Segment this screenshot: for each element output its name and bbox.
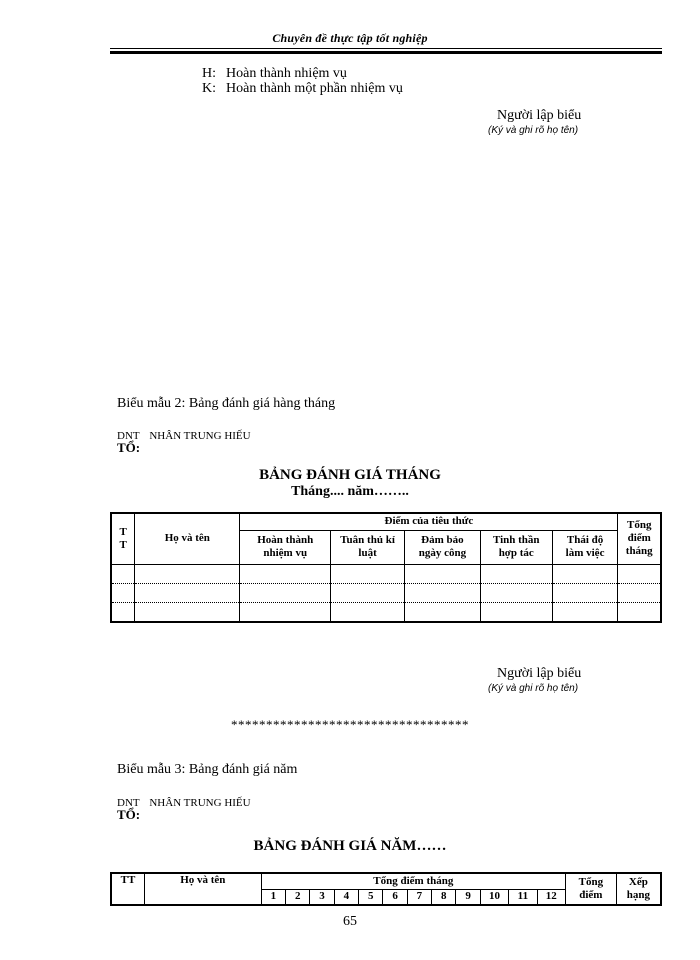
page-header-title: Chuyên đề thực tập tốt nghiệp xyxy=(272,31,428,45)
col-header-criterion: Tinh thần hợp tác xyxy=(480,530,552,564)
signer-title: Người lập biểu xyxy=(497,108,582,123)
col-header-month: 6 xyxy=(383,889,407,905)
col-header-month: 1 xyxy=(261,889,285,905)
col-header-month: 12 xyxy=(537,889,565,905)
form3-title: Biểu mẫu 3: Bảng đánh giá năm xyxy=(117,762,298,777)
form3-table-title: BẢNG ĐÁNH GIÁ NĂM…… xyxy=(253,838,447,854)
monthly-evaluation-table xyxy=(110,512,662,623)
legend-text: Hoàn thành nhiệm vụ xyxy=(226,66,347,81)
annual-evaluation-table xyxy=(110,872,662,906)
table-row xyxy=(111,583,661,602)
star-separator: ********************************** xyxy=(231,717,469,732)
header-rule-thick xyxy=(110,51,662,54)
dn-label: DNT xyxy=(117,797,140,809)
legend-text: Hoàn thành một phần nhiệm vụ xyxy=(226,81,403,96)
to-label: TỔ: xyxy=(117,807,141,822)
col-header-month: 9 xyxy=(456,889,480,905)
col-header-criterion: Hoàn thành nhiệm vụ xyxy=(240,530,331,564)
col-header-tt: TT xyxy=(111,513,135,564)
dn-label: DNT xyxy=(117,430,140,442)
col-header-month: 5 xyxy=(359,889,383,905)
col-header-group: Tổng điểm tháng xyxy=(261,873,565,889)
signer-title: Người lập biểu xyxy=(497,666,582,681)
col-header-month: 7 xyxy=(407,889,431,905)
col-header-criteria-group: Điểm của tiêu thức xyxy=(240,513,618,530)
col-header-criterion: Đảm bảo ngày công xyxy=(404,530,480,564)
col-header-name: Họ và tên xyxy=(135,513,240,564)
table-row xyxy=(111,564,661,583)
legend-item-k xyxy=(202,81,403,97)
col-header-criterion: Thái độ làm việc xyxy=(552,530,618,564)
col-header-month: 8 xyxy=(432,889,456,905)
dn-value: NHÂN TRUNG HIẾU xyxy=(149,430,251,442)
form2-table-subtitle: Tháng.... năm…….. xyxy=(291,484,409,499)
form2-to-line xyxy=(117,441,140,454)
col-header-tt: TT xyxy=(111,873,144,905)
form2-title: Biểu mẫu 2: Bảng đánh giá hàng tháng xyxy=(117,396,336,411)
form3-to-line xyxy=(117,808,140,821)
signer-note: (Ký và ghi rõ họ tên) xyxy=(488,125,579,136)
header-rule xyxy=(110,48,662,49)
col-header-month: 11 xyxy=(509,889,537,905)
legend-key: K: xyxy=(202,81,216,96)
col-header-month: 4 xyxy=(334,889,358,905)
page-number: 65 xyxy=(343,914,357,929)
col-header-month: 3 xyxy=(310,889,334,905)
col-header-name: Họ và tên xyxy=(144,873,261,905)
col-header-total: Tổng điểm xyxy=(565,873,616,905)
signer-note: (Ký và ghi rõ họ tên) xyxy=(488,683,579,694)
legend-key: H: xyxy=(202,66,216,81)
table-row xyxy=(111,602,661,622)
form2-table-title: BẢNG ĐÁNH GIÁ THÁNG xyxy=(259,467,441,483)
col-header-total: Tổng điểm tháng xyxy=(618,513,661,564)
legend-item-h xyxy=(202,66,347,82)
to-label: TỔ: xyxy=(117,440,141,455)
col-header-rank: Xếp hạng xyxy=(616,873,661,905)
col-header-month: 10 xyxy=(480,889,508,905)
col-header-criterion: Tuân thủ kỉ luật xyxy=(331,530,405,564)
dn-value: NHÂN TRUNG HIẾU xyxy=(149,797,251,809)
col-header-month: 2 xyxy=(286,889,310,905)
